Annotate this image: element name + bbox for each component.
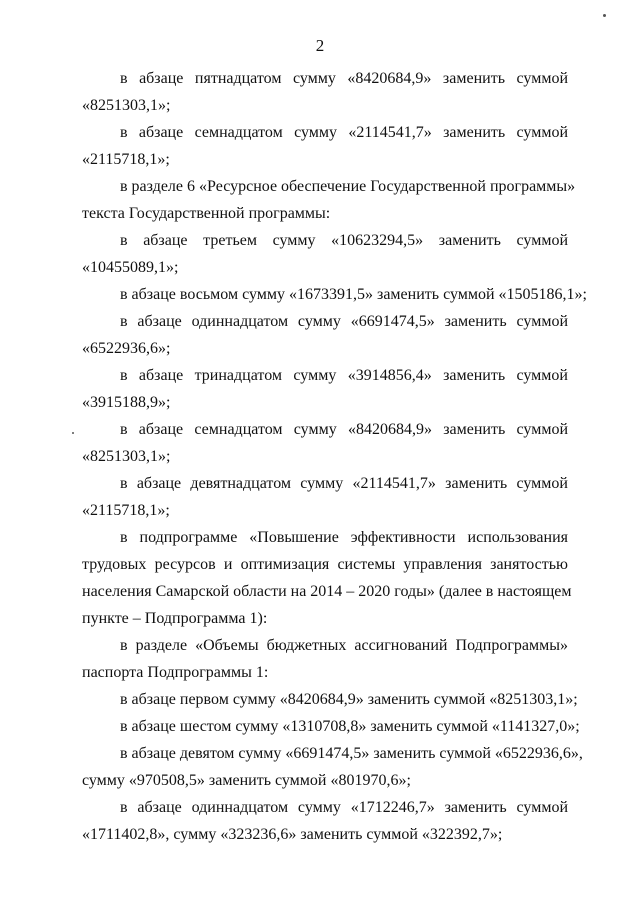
text-line: в абзаце шестом сумму «1310708,8» заменить суммой «1141327,0»;: [120, 718, 580, 735]
text-line: в разделе «Объемы бюджетных ассигнований Подпрограммы»: [120, 637, 568, 654]
text-line: «10455089,1»;: [82, 259, 179, 276]
text-line: в абзаце одиннадцатом сумму «1712246,7» заменить суммой: [120, 799, 568, 816]
document-body: [82, 70, 587, 853]
text-line: пункте – Подпрограмма 1):: [82, 610, 268, 627]
text-line: «2115718,1»;: [82, 502, 170, 519]
text-line: трудовых ресурсов и оптимизация системы управления занятостью: [82, 556, 568, 573]
text-line: в абзаце восьмом сумму «1673391,5» заменить суммой «1505186,1»;: [120, 286, 587, 303]
text-line: в подпрограмме «Повышение эффективности использования: [120, 529, 568, 546]
text-line: в абзаце тринадцатом сумму «3914856,4» заменить суммой: [120, 367, 568, 384]
text-line: «3915188,9»;: [82, 394, 171, 411]
text-line: в абзаце семнадцатом сумму «2114541,7» заменить суммой: [120, 124, 568, 141]
scan-speck: [603, 14, 606, 17]
text-line: «1711402,8», сумму «323236,6» заменить суммой «322392,7»;: [82, 826, 503, 843]
text-line: в абзаце одиннадцатом сумму «6691474,5» заменить суммой: [120, 313, 568, 330]
text-line: в абзаце семнадцатом сумму «8420684,9» заменить суммой: [120, 421, 568, 438]
text-line: текста Государственной программы:: [82, 205, 331, 222]
text-line: в разделе 6 «Ресурсное обеспечение Государственной программы»: [120, 178, 576, 195]
text-line: населения Самарской области на 2014 – 2020 годы» (далее в настоящем: [82, 583, 572, 600]
text-line: в абзаце пятнадцатом сумму «8420684,9» заменить суммой: [120, 70, 568, 87]
text-line: «2115718,1»;: [82, 151, 170, 168]
scan-speck: [72, 432, 74, 434]
page-number: 2: [315, 36, 325, 55]
text-line: в абзаце девятнадцатом сумму «2114541,7» заменить суммой: [120, 475, 568, 492]
text-line: «6522936,6»;: [82, 340, 171, 357]
text-line: в абзаце третьем сумму «10623294,5» заменить суммой: [120, 232, 568, 249]
text-line: «8251303,1»;: [82, 448, 171, 465]
text-line: паспорта Подпрограммы 1:: [82, 664, 269, 681]
text-line: в абзаце девятом сумму «6691474,5» заменить суммой «6522936,6»,: [120, 745, 583, 762]
text-line: сумму «970508,5» заменить суммой «801970,6»;: [82, 772, 411, 789]
text-line: в абзаце первом сумму «8420684,9» заменить суммой «8251303,1»;: [120, 691, 578, 708]
text-line: «8251303,1»;: [82, 97, 171, 114]
